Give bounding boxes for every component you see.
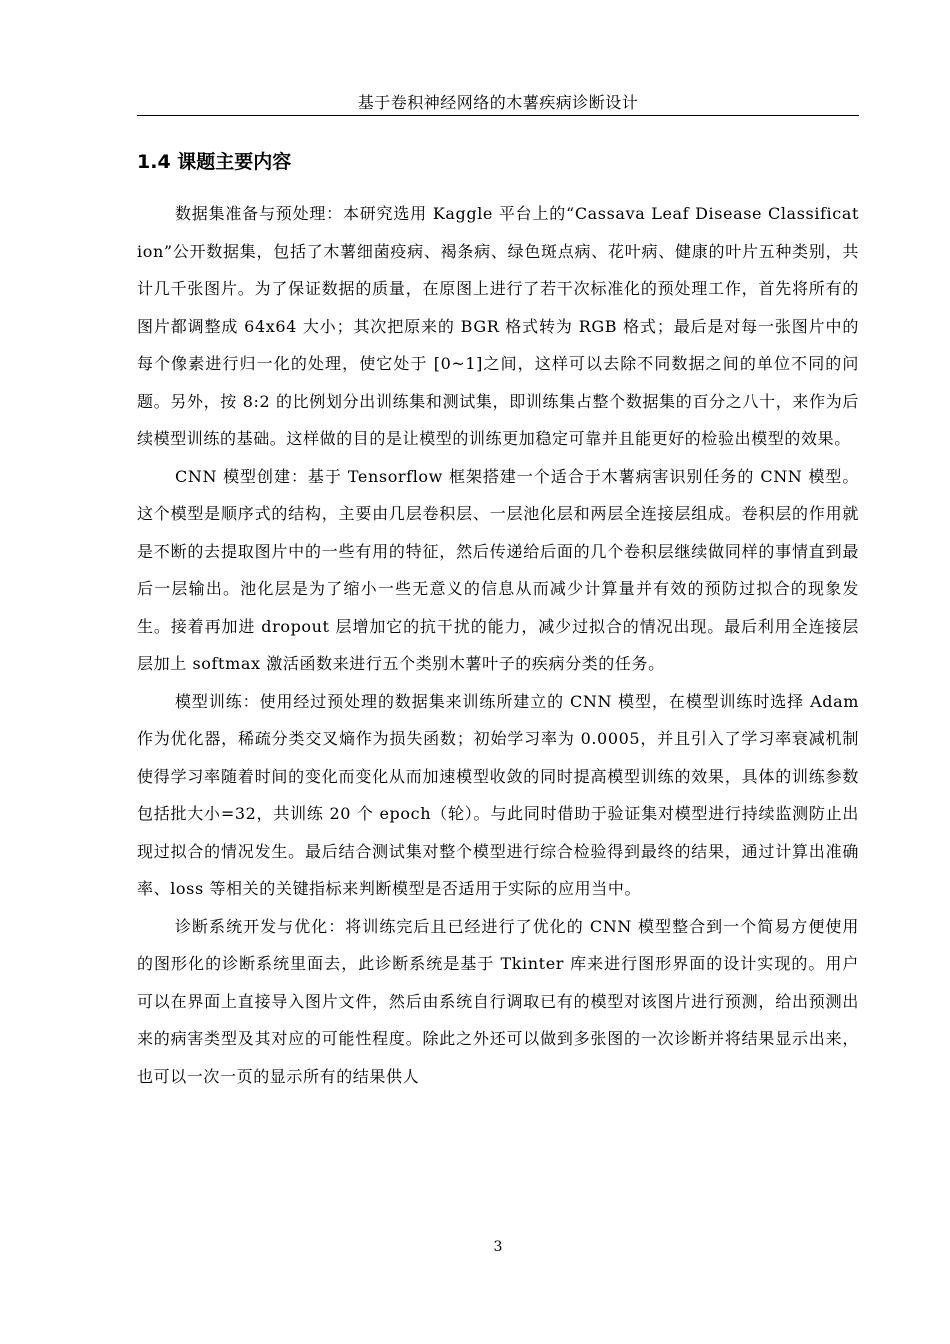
paragraph-dataset-preparation: 数据集准备与预处理：本研究选用 Kaggle 平台上的“Cassava Leaf Disease Classification”公开数据集，包括了木薯细菌疫病、褐条病、绿色斑点病、花叶病、健康的叶片五种类别，共计几千张图片。为了保证数据的质量，在原图上进行了若干次标准化的预处理工作，首先将所有的图片都调整成 64x64 大小；其次把原来的 BGR 格式转为 RGB 格式；最后是对每一张图片中的每个像素进行归一化的处理，使它处于 [0~1]之间，这样可以去除不同数据之间的单位不同的问题。另外，按 8:2 的比例划分出训练集和测试集，即训练集占整个数据集的百分之八十，来作为后续模型训练的基础。这样做的目的是让模型的训练更加稳定可靠并且能更好的检验出模型的效果。: [137, 204, 859, 448]
paragraph-diagnosis-system: 诊断系统开发与优化：将训练完后且已经进行了优化的 CNN 模型整合到一个简易方便使用的图形化的诊断系统里面去，此诊断系统是基于 Tkinter 库来进行图形界面的设计实现的。用户可以在界面上直接导入图片文件，然后由系统自行调取已有的模型对该图片进行预测，给出预测出来的病害类型及其对应的可能性程度。除此之外还可以做到多张图的一次诊断并将结果显示出来，也可以一次一页的显示所有的结果供人: [137, 916, 859, 1086]
section-heading: 1.4 课题主要内容: [137, 151, 292, 173]
header-divider: [137, 115, 859, 116]
paragraph-cnn-model: CNN 模型创建：基于 Tensorflow 框架搭建一个适合于木薯病害识别任务的 CNN 模型。这个模型是顺序式的结构，主要由几层卷积层、一层池化层和两层全连接层组成。卷积层的作用就是不断的去提取图片中的一些有用的特征，然后传递给后面的几个卷积层继续做同样的事情直到最后一层输出。池化层是为了缩小一些无意义的信息从而减少计算量并有效的预防过拟合的现象发生。接着再加进 dropout 层增加它的抗干扰的能力，减少过拟合的情况出现。最后利用全连接层层加上 softmax 激活函数来进行五个类别木薯叶子的疾病分类的任务。: [137, 466, 859, 673]
running-header: 基于卷积神经网络的木薯疾病诊断设计: [357, 93, 639, 112]
body-text: [137, 195, 859, 1095]
paragraph-model-training: 模型训练：使用经过预处理的数据集来训练所建立的 CNN 模型，在模型训练时选择 Adam 作为优化器，稀疏分类交叉熵作为损失函数；初始学习率为 0.0005，并且引入了学习率衰减机制使得学习率随着时间的变化而变化从而加速模型收敛的同时提高模型训练的效果，具体的训练参数包括批大小=32，共训练 20 个 epoch（轮）。与此同时借助于验证集对模型进行持续监测防止出现过拟合的情况发生。最后结合测试集对整个模型进行综合检验得到最终的结果，通过计算出准确率、loss 等相关的关键指标来判断模型是否适用于实际的应用当中。: [137, 691, 859, 898]
page-number: 3: [493, 1239, 503, 1255]
